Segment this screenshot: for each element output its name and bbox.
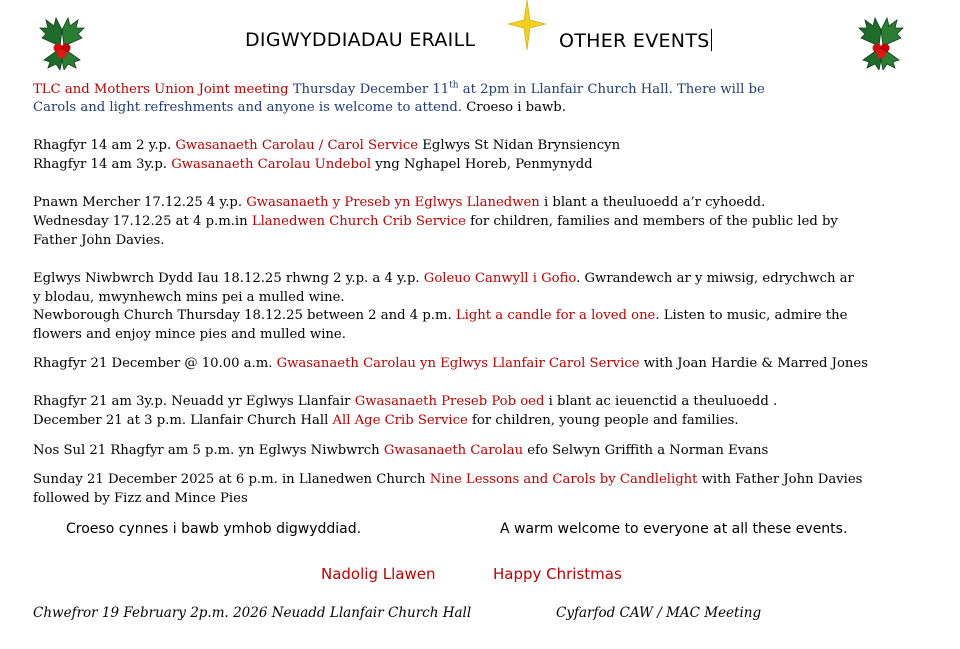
event-line: followed by Fizz and Mince Pies — [33, 491, 248, 506]
text-cursor — [711, 29, 713, 51]
welcome-english: A warm welcome to everyone at all these events. — [500, 521, 848, 537]
event-line: December 21 at 3 p.m. Llanfair Church Hall All Age Crib Service for children, young people and families. — [33, 413, 739, 428]
footer-meeting: Cyfarfod CAW / MAC Meeting — [556, 605, 762, 621]
intro-line-1 — [33, 82, 765, 97]
event-line: Pnawn Mercher 17.12.25 4 y.p. Gwasanaeth y Preseb yn Eglwys Llanedwen i blant a theuluoedd a’r cyhoedd. — [33, 195, 766, 210]
event-line: Nos Sul 21 Rhagfyr am 5 p.m. yn Eglwys Niwbwrch Gwasanaeth Carolau efo Selwyn Griffith a Norman Evans — [33, 443, 769, 458]
event-line: Father John Davies. — [33, 233, 165, 248]
holly-icon-left — [36, 16, 88, 70]
intro-date: Thursday December 11th at 2pm in Llanfair Church Hall. There will be — [292, 80, 765, 97]
greeting-english: Happy Christmas — [493, 565, 622, 583]
event-line: Rhagfyr 21 am 3y.p. Neuadd yr Eglwys Llanfair Gwasanaeth Preseb Pob oed i blant ac ieuenctid a theuluoedd . — [33, 394, 778, 409]
event-line: Newborough Church Thursday 18.12.25 between 2 and 4 p.m. Light a candle for a loved one. Listen to music, admire the — [33, 308, 848, 323]
event-line: y blodau, mwynhewch mins pei a mulled wine. — [33, 290, 345, 305]
greeting-welsh: Nadolig Llawen — [321, 565, 436, 583]
welcome-welsh: Croeso cynnes i bawb ymhob digwyddiad. — [66, 521, 362, 537]
event-line: Eglwys Niwbwrch Dydd Iau 18.12.25 rhwng 2 y.p. a 4 y.p. Goleuo Canwyll i Gofio. Gwrandewch ar y miwsig, edrychwch ar — [33, 271, 854, 286]
event-line: Rhagfyr 21 December @ 10.00 a.m. Gwasanaeth Carolau yn Eglwys Llanfair Carol Service with Joan Hardie & Marred Jones — [33, 356, 868, 371]
intro-line-2: Carols and light refreshments and anyone is welcome to attend. Croeso i bawb. — [33, 100, 566, 115]
event-line: Sunday 21 December 2025 at 6 p.m. in Llanedwen Church Nine Lessons and Carols by Candlelight with Father John Davies — [33, 472, 863, 487]
footer-date: Chwefror 19 February 2p.m. 2026 Neuadd Llanfair Church Hall — [33, 605, 472, 621]
intro-tlc: TLC and Mothers Union Joint meeting — [33, 82, 293, 97]
holly-icon-right — [855, 16, 907, 70]
event-line: Wednesday 17.12.25 at 4 p.m.in Llanedwen Church Crib Service for children, families and members of the public led by — [33, 214, 838, 229]
title-english: OTHER EVENTS — [559, 29, 712, 52]
event-line: Rhagfyr 14 am 3y.p. Gwasanaeth Carolau Undebol yng Nghapel Horeb, Penmynydd — [33, 157, 593, 172]
star-icon — [508, 0, 546, 50]
event-line: flowers and enjoy mince pies and mulled wine. — [33, 327, 346, 342]
title-welsh: DIGWYDDIADAU ERAILL — [245, 29, 476, 51]
event-line: Rhagfyr 14 am 2 y.p. Gwasanaeth Carolau / Carol Service Eglwys St Nidan Brynsiencyn — [33, 138, 621, 153]
